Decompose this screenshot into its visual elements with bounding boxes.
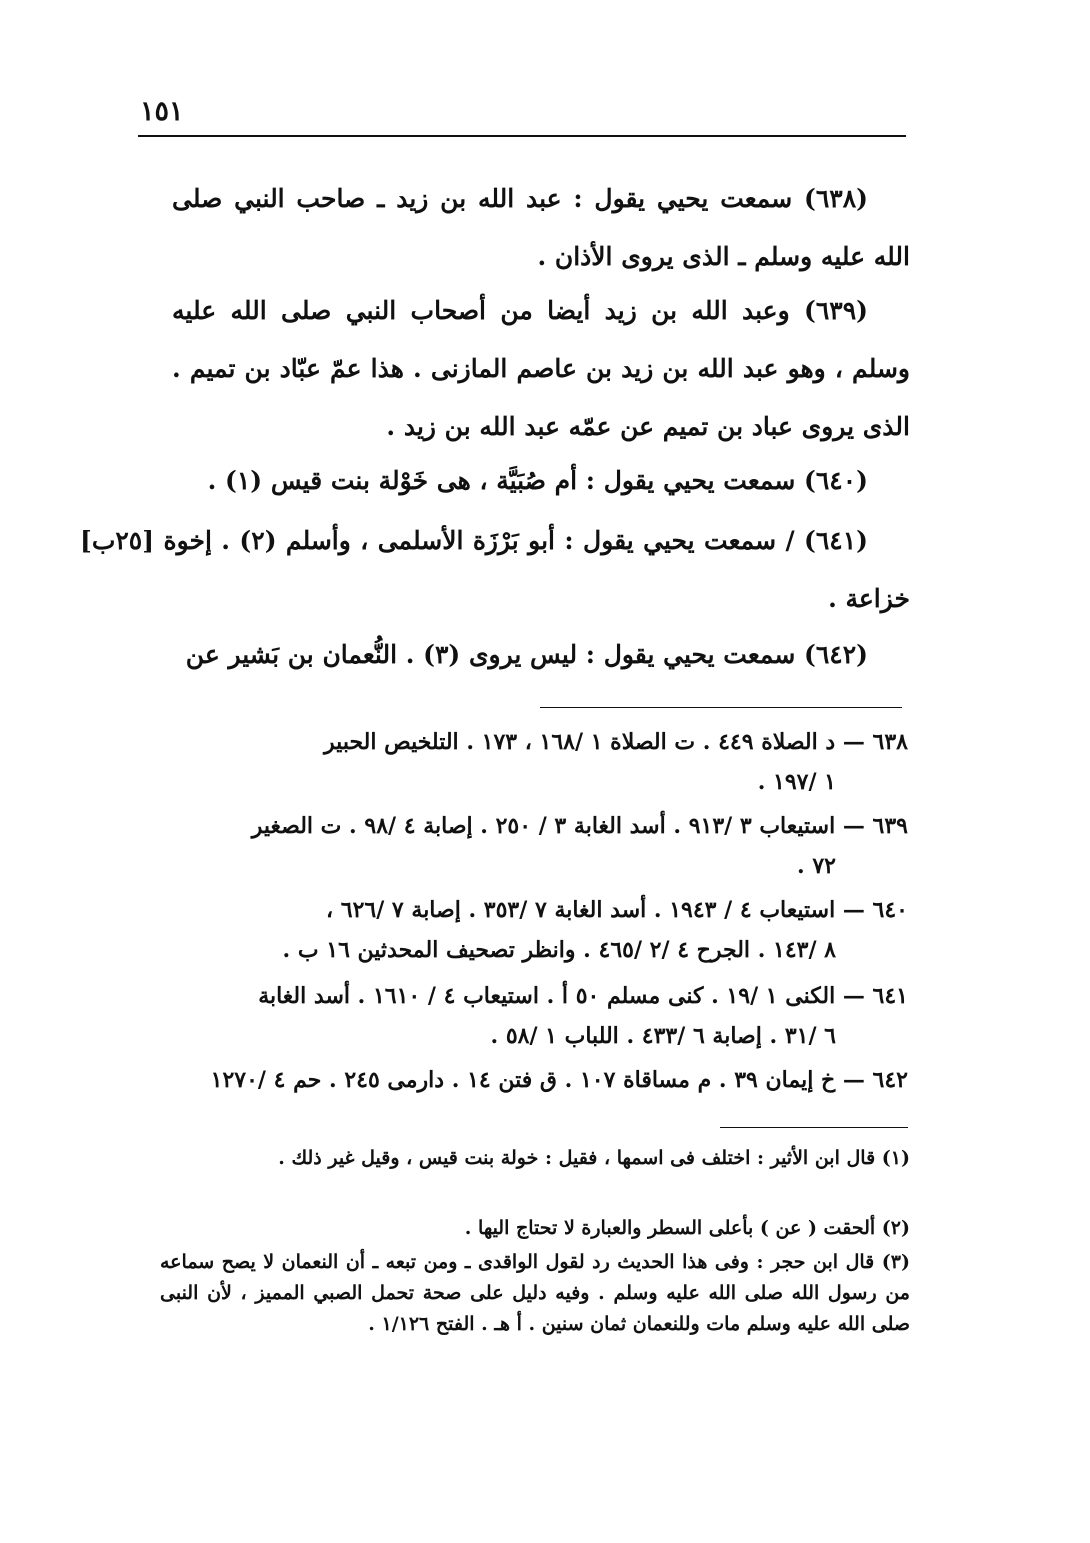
footnote-text: قال ابن الأثير : اختلف فى اسمها ، فقيل : خولة بنت قيس ، وقيل غير ذلك . — [278, 1147, 876, 1169]
source-number: ٦٣٩ — — [842, 813, 908, 839]
paragraph-number: (٦٣٨) — [804, 184, 868, 213]
source-line: استيعاب ٣ /٩١٣ . أسد الغابة ٣ / ٢٥٠ . إصابة ٤ /٩٨ . ت الصغير — [251, 813, 836, 839]
source-line: استيعاب ٤ / ١٩٤٣ . أسد الغابة ٧ /٣٥٣ . إصابة ٧ /٦٢٦ ، — [325, 897, 836, 923]
source-line-continued: ٧٢ . — [797, 853, 836, 879]
footnote-text: قال ابن حجر : وفى هذا الحديث رد لقول الواقدى ـ ومن تبعه ـ أن النعمان لا يصح سماعه من رسول الله صلى الله عليه وسلم . وفيه دليل على صحة تحمل الصبي المميز ، لأن النبى صلى الله عليه وسلم مات وللنعمان ثمان سنين . أ هـ . الفتح ١/١٢٦ . — [160, 1251, 910, 1335]
paragraph-639 — [172, 282, 910, 456]
footnote-number: (٣) — [881, 1251, 910, 1273]
source-line-continued: ٦ /٣١ . إصابة ٦ /٤٣٣ . اللباب ١ /٥٨ . — [490, 1023, 836, 1049]
paragraph-638 — [172, 170, 910, 286]
paragraph-642 — [172, 626, 910, 684]
footnote-1 — [160, 1143, 910, 1174]
paragraph-640 — [172, 452, 910, 510]
source-line-continued: ١ /١٩٧ . — [757, 769, 836, 795]
page-number: ١٥١ — [140, 96, 184, 127]
source-entry-642 — [172, 1060, 908, 1100]
paragraph-number: (٦٤١) — [804, 526, 868, 555]
paragraph-number: (٦٤٢) — [804, 640, 868, 669]
paragraph-text: سمعت يحيي يقول : عبد الله بن زيد ـ صاحب النبي صلى الله عليه وسلم ـ الذى يروى الأذان . — [172, 184, 910, 271]
footnote-2 — [160, 1213, 910, 1244]
source-line: د الصلاة ٤٤٩ . ت الصلاة ١ /١٦٨ ، ١٧٣ . التلخيص الحبير — [324, 729, 836, 755]
source-entry-639 — [172, 806, 908, 886]
source-entry-641 — [172, 976, 908, 1056]
source-entry-640 — [172, 890, 908, 970]
sources-rule — [540, 707, 902, 708]
footnote-text: ألحقت ( عن ) بأعلى السطر والعبارة لا تحتاج اليها . — [464, 1217, 876, 1239]
paragraph-text: سمعت يحيي يقول : أم صُبَيَّة ، هى خَوْلة بنت قيس (١) . — [207, 466, 796, 495]
paragraph-number: (٦٤٠) — [804, 466, 868, 495]
paragraph-641 — [80, 512, 910, 628]
source-entry-638 — [172, 722, 908, 802]
source-number: ٦٤٠ — — [842, 897, 908, 923]
footnote-number: (١) — [881, 1147, 910, 1169]
footnotes-rule — [720, 1127, 908, 1128]
paragraph-number: (٦٣٩) — [804, 296, 868, 325]
paragraph-text: سمعت يحيي يقول : ليس يروى (٣) . النُّعمان بن بَشير عن — [185, 640, 796, 669]
header-rule — [138, 135, 906, 137]
source-line-continued: ٨ /١٤٣ . الجرح ٤ /٢ /٤٦٥ . وانظر تصحيف المحدثين ١٦ ب . — [282, 937, 836, 963]
footnote-number: (٢) — [881, 1217, 910, 1239]
source-line: خ إيمان ٣٩ . م مساقاة ١٠٧ . ق فتن ١٤ . دارمى ٢٤٥ . حم ٤ /١٢٧٠ — [210, 1067, 836, 1093]
source-number: ٦٤١ — — [842, 983, 908, 1009]
source-line: الكنى ١ /١٩ . كنى مسلم ٥٠ أ . استيعاب ٤ / ١٦١٠ . أسد الغابة — [258, 983, 836, 1009]
source-number: ٦٤٢ — — [842, 1067, 908, 1093]
source-number: ٦٣٨ — — [842, 729, 908, 755]
paragraph-text: وعبد الله بن زيد أيضا من أصحاب النبي صلى الله عليه وسلم ، وهو عبد الله بن زيد بن عاصم المازنى . هذا عمّ عبّاد بن تميم . الذى يروى عباد بن تميم عن عمّه عبد الله بن زيد . — [172, 296, 910, 441]
paragraph-text: / سمعت يحيي يقول : أبو بَرْزَة الأسلمى ، وأسلم (٢) . إخوة [٢٥ب] خزاعة . — [80, 526, 910, 613]
footnote-3 — [160, 1247, 910, 1340]
